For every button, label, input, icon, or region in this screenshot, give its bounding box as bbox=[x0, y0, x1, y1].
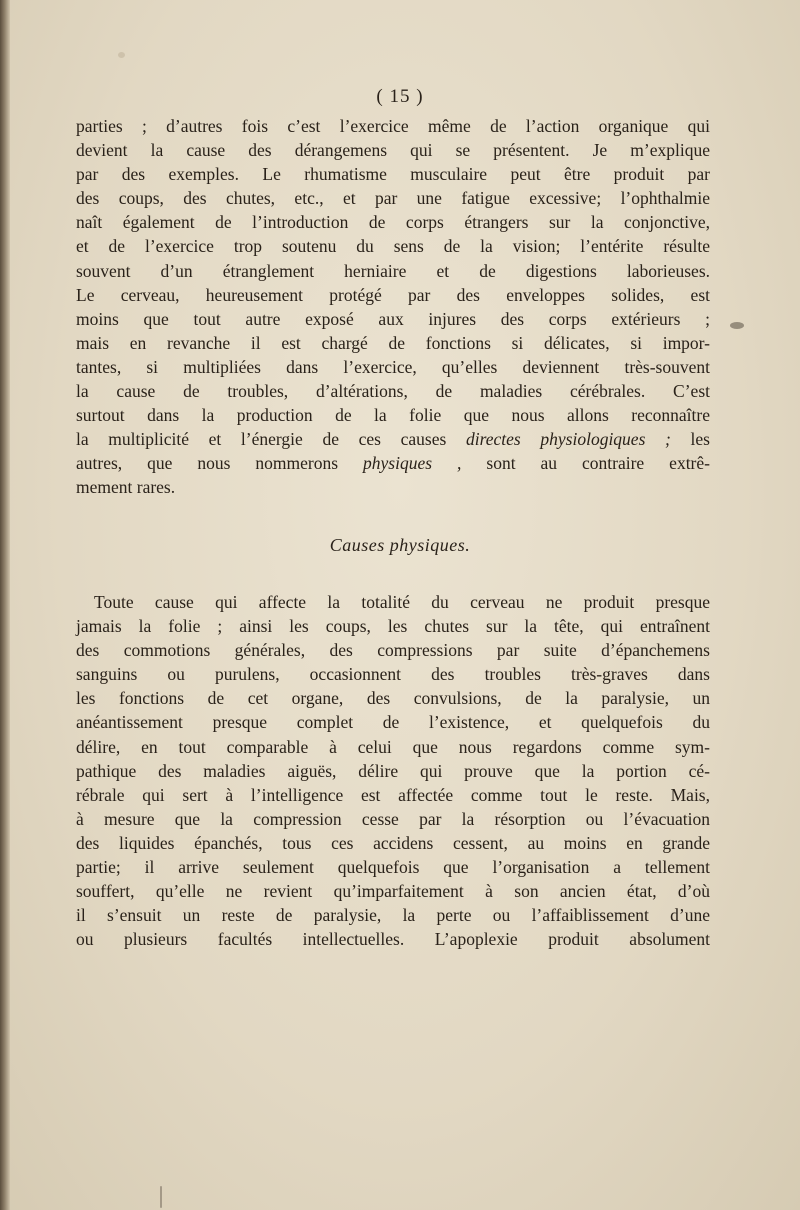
text-line-content: des liquides épanchés, tous ces accidens cessent, au moins en grande bbox=[76, 832, 710, 853]
text-line bbox=[76, 927, 710, 951]
text-line-content bbox=[76, 427, 710, 451]
paper-stain bbox=[160, 1186, 162, 1208]
text-line bbox=[76, 451, 710, 475]
text-line bbox=[76, 403, 710, 427]
paragraph-1 bbox=[76, 114, 710, 500]
text-line-content: il s’ensuit un reste de paralysie, la perte ou l’affaiblissement d’une bbox=[76, 905, 710, 926]
text-line-content: délire, en tout comparable à celui que nous regardons comme sym- bbox=[76, 736, 710, 757]
text-line bbox=[76, 210, 710, 234]
text-line-content: souffert, qu’elle ne revient qu’imparfaitement à son ancien état, d’où bbox=[76, 881, 710, 902]
italic-term: physiques , bbox=[363, 453, 462, 474]
text-line-content: mais en revanche il est chargé de fonctions si délicates, si impor- bbox=[76, 332, 710, 353]
text-line bbox=[76, 259, 710, 283]
text-line bbox=[76, 186, 710, 210]
text-line bbox=[76, 138, 710, 162]
text-line-content: partie; il arrive seulement quelquefois que l’organisation a tellement bbox=[76, 857, 710, 878]
text-line-content: ou plusieurs facultés intellectuelles. L’apoplexie produit absolument bbox=[76, 929, 710, 950]
text-line-content: la cause de troubles, d’altérations, de maladies cérébrales. C’est bbox=[76, 381, 710, 402]
text-line-content: devient la cause des dérangemens qui se présentent. Je m’explique bbox=[76, 140, 710, 161]
text-line bbox=[76, 710, 710, 734]
text-segment: sont au contraire extrê- bbox=[461, 453, 710, 474]
text-line-content: par des exemples. Le rhumatisme musculaire peut être produit par bbox=[76, 164, 710, 185]
text-line bbox=[76, 379, 710, 403]
text-line-content: surtout dans la production de la folie que nous allons reconnaître bbox=[76, 405, 710, 426]
text-line-content: souvent d’un étranglement herniaire et de digestions laborieuses. bbox=[76, 260, 710, 281]
text-line-content: des coups, des chutes, etc., et par une fatigue excessive; l’ophthalmie bbox=[76, 188, 710, 209]
text-line-content bbox=[76, 451, 710, 475]
text-line-content: Toute cause qui affecte la totalité du cerveau ne produit presque bbox=[94, 592, 710, 612]
text-line bbox=[76, 759, 710, 783]
text-line-content: sanguins ou purulens, occasionnent des troubles très-graves dans bbox=[76, 664, 710, 685]
text-line bbox=[76, 283, 710, 307]
text-line bbox=[76, 662, 710, 686]
text-line-content: les fonctions de cet organe, des convulsions, de la paralysie, un bbox=[76, 688, 710, 709]
text-line-content: jamais la folie ; ainsi les coups, les chutes sur la tête, qui entraînent bbox=[76, 616, 710, 637]
text-line-content: Le cerveau, heureusement protégé par des enveloppes solides, est bbox=[76, 284, 710, 305]
text-line bbox=[76, 735, 710, 759]
text-line-content: parties ; d’autres fois c’est l’exercice même de l’action organique qui bbox=[76, 116, 710, 136]
text-line bbox=[76, 638, 710, 662]
book-binding-edge bbox=[0, 0, 10, 1210]
text-line bbox=[76, 831, 710, 855]
text-segment: autres, que nous nommerons bbox=[76, 453, 364, 474]
text-line bbox=[76, 590, 710, 614]
text-line bbox=[76, 307, 710, 331]
italic-term: directes physiologiques ; bbox=[465, 429, 671, 450]
text-line-content: anéantissement presque complet de l’existence, et quelquefois du bbox=[76, 712, 710, 733]
text-line-content: pathique des maladies aiguës, délire qui prouve que la portion cé- bbox=[76, 760, 710, 781]
section-heading: Causes physiques. bbox=[329, 535, 471, 555]
text-line-content: des commotions générales, des compressions par suite d’épanchemens bbox=[76, 640, 710, 661]
text-line bbox=[76, 234, 710, 258]
text-line bbox=[76, 686, 710, 710]
text-line-content: rébrale qui sert à l’intelligence est affectée comme tout le reste. Mais, bbox=[76, 784, 710, 805]
paragraph-2 bbox=[76, 590, 710, 951]
text-line-content: mement rares. bbox=[76, 477, 176, 498]
text-line bbox=[76, 355, 710, 379]
text-line bbox=[76, 783, 710, 807]
text-segment: les bbox=[670, 429, 710, 450]
text-line bbox=[76, 614, 710, 638]
text-line-content: naît également de l’introduction de corps étrangers sur la conjonctive, bbox=[76, 212, 710, 233]
text-line bbox=[76, 807, 710, 831]
page-number: ( 15 ) bbox=[376, 86, 424, 107]
text-line bbox=[76, 331, 710, 355]
text-line bbox=[76, 162, 710, 186]
text-line-content: à mesure que la compression cesse par la résorption ou l’évacuation bbox=[76, 808, 710, 829]
paper-stain bbox=[118, 52, 125, 58]
text-line bbox=[76, 855, 710, 879]
text-segment: la multiplicité et l’énergie de ces causes bbox=[76, 429, 466, 450]
text-line bbox=[76, 475, 710, 499]
text-line bbox=[76, 427, 710, 451]
text-line bbox=[76, 879, 710, 903]
text-line bbox=[76, 114, 710, 138]
text-line-content: et de l’exercice trop soutenu du sens de la vision; l’entérite résulte bbox=[76, 236, 710, 257]
paper-stain bbox=[730, 322, 744, 329]
text-line-content: moins que tout autre exposé aux injures des corps extérieurs ; bbox=[76, 308, 710, 329]
text-line bbox=[76, 903, 710, 927]
text-line-content: tantes, si multipliées dans l’exercice, qu’elles deviennent très-souvent bbox=[76, 356, 710, 377]
